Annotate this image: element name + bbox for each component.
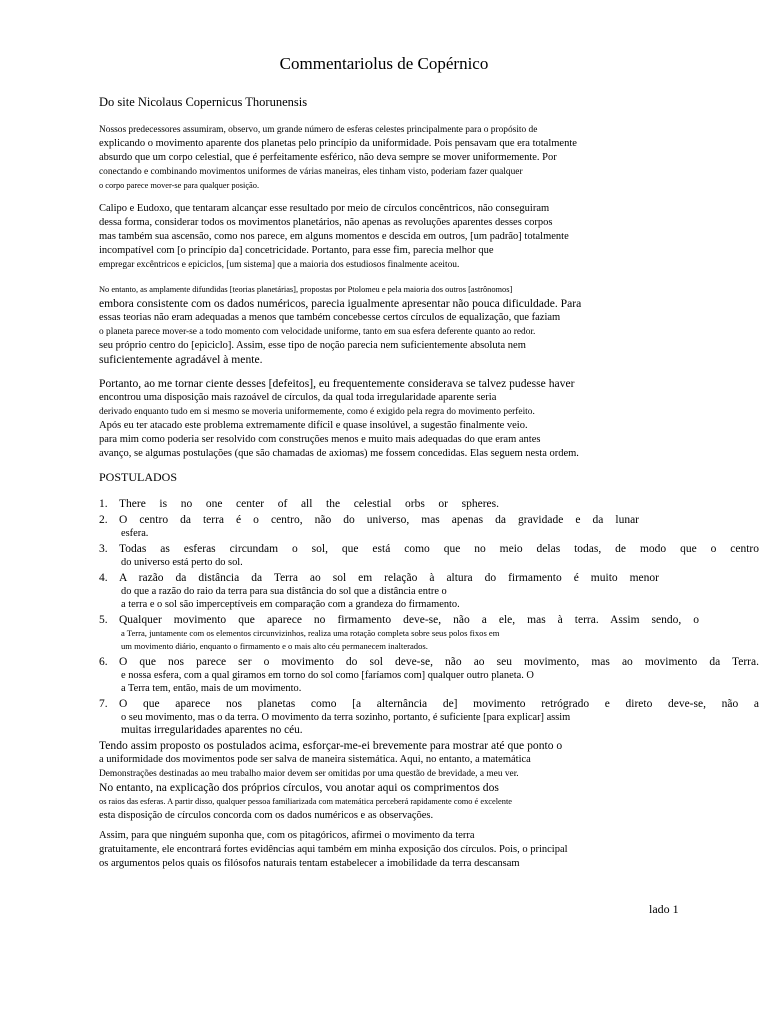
text-line: Portanto, ao me tornar ciente desses [defeitos], eu frequentemente considerava se talvez pudesse haver	[99, 377, 575, 390]
paragraph-1	[99, 123, 739, 193]
page-label: lado 1	[649, 902, 679, 916]
paragraph-2	[99, 202, 739, 272]
postulate-text: Qualquer movimento que aparece no firmamento deve-se, não a ele, mas à terra. Assim sendo, o	[119, 614, 699, 626]
paragraph-3	[99, 283, 739, 367]
text-line: Demonstrações destinadas ao meu trabalho maior devem ser omitidas por uma questão de brevidade, a meu ver.	[99, 769, 519, 779]
text-line: mas também sua ascensão, como nos parece, em alguns momentos e descida em outros, [um padrão] totalmente	[99, 231, 569, 242]
postulate-number: 3.	[99, 543, 108, 555]
text-line: Tendo assim proposto os postulados acima, esforçar-me-ei brevemente para mostrar até que ponto o	[99, 739, 563, 752]
text-line: o corpo parece mover-se para qualquer posição.	[99, 181, 260, 190]
postulate-continuation: muitas irregularidades aparentes no céu.	[121, 724, 303, 736]
text-line: Após eu ter atacado este problema extremamente difícil e quase insolúvel, a sugestão finalmente veio.	[99, 420, 528, 431]
text-line: dessa forma, considerar todos os movimentos planetários, não apenas as revoluções aparentes desses corpos	[99, 217, 553, 228]
paragraph-6	[99, 829, 739, 871]
postulate-continuation: esfera.	[121, 528, 149, 539]
postulate-continuation: o seu movimento, mas o da terra. O movimento da terra sozinho, portanto, é suficiente [para explicar] assim	[121, 712, 571, 723]
postulate-text: A razão da distância da Terra ao sol em relação à altura do firmamento é muito menor	[119, 572, 659, 584]
text-line: Calipo e Eudoxo, que tentaram alcançar esse resultado por meio de círculos concêntricos, não conseguiram	[99, 203, 550, 214]
postulate-number: 6.	[99, 656, 108, 668]
postulate-item	[99, 655, 759, 695]
text-line: empregar excêntricos e epiciclos, [um sistema] que a maioria dos estudiosos finalmente aceitou.	[99, 260, 460, 270]
text-line: Assim, para que ninguém suponha que, com os pitagóricos, afirmei o movimento da terra	[99, 830, 475, 841]
postulate-number: 7.	[99, 698, 108, 710]
text-line: absurdo que um corpo celestial, que é perfeitamente esférico, não deva sempre se mover uniformemente. Por	[99, 152, 557, 163]
text-line: para mim como poderia ser resolvido com construções menos e muito mais adequadas do que eram antes	[99, 434, 541, 445]
text-line: seu próprio centro do [epiciclo]. Assim, esse tipo de noção parecia nem suficientemente absoluta nem	[99, 340, 526, 351]
text-line: essas teorias não eram adequadas a menos que também concebesse certos círculos de equalização, que faziam	[99, 312, 561, 323]
postulate-item	[99, 571, 759, 611]
text-line: os argumentos pelos quais os filósofos naturais tentam estabelecer a imobilidade da terra descansam	[99, 858, 520, 869]
postulate-continuation: e nossa esfera, com a qual giramos em torno do sol como [faríamos com] qualquer outro planeta. O	[121, 670, 534, 681]
text-line: encontrou uma disposição mais razoável de círculos, da qual toda irregularidade aparente seria	[99, 392, 497, 403]
postulate-continuation: do universo está perto do sol.	[121, 557, 243, 568]
postulate-item	[99, 613, 759, 653]
postulate-number: 2.	[99, 514, 108, 526]
text-line: o planeta parece mover-se a todo momento com velocidade uniforme, tanto em sua esfera deferente quanto ao redor.	[99, 327, 536, 337]
source-line: Do site Nicolaus Copernicus Thorunensis	[99, 95, 308, 109]
postulates-list	[99, 497, 759, 739]
text-line: a uniformidade dos movimentos pode ser salva de maneira sistemática. Aqui, no entanto, a matemática	[99, 754, 531, 765]
text-line: explicando o movimento aparente dos planetas pelo princípio da uniformidade. Pois pensavam que era totalmente	[99, 138, 577, 149]
text-line: conectando e combinando movimentos uniformes de várias maneiras, eles tinham visto, poderiam fazer qualquer	[99, 167, 523, 177]
postulate-continuation: a Terra, juntamente com os elementos circunvizinhos, realiza uma rotação completa sobre seus polos fixos em	[121, 628, 500, 638]
postulate-number: 4.	[99, 572, 108, 584]
text-line: No entanto, na explicação dos próprios círculos, vou anotar aqui os comprimentos dos	[99, 781, 499, 794]
text-line: derivado enquanto tudo em si mesmo se moveria uniformemente, como é exigido pela regra do movimento perfeito.	[99, 407, 535, 417]
paragraph-4	[99, 377, 739, 461]
text-line: os raios das esferas. A partir disso, qualquer pessoa familiarizada com matemática perceberá rapidamente como é excelente	[99, 797, 512, 806]
postulate-continuation: a Terra tem, então, mais de um movimento.	[121, 683, 302, 694]
postulados-heading: POSTULADOS	[99, 470, 178, 484]
text-line: gratuitamente, ele encontrará fortes evidências aqui também em minha exposição dos círculos. Pois, o principal	[99, 844, 568, 855]
postulate-text: There is no one center of all the celestial orbs or spheres.	[119, 498, 499, 510]
postulate-continuation: a terra e o sol são imperceptíveis em comparação com a grandeza do firmamento.	[121, 599, 460, 610]
postulate-text: O centro da terra é o centro, não do universo, mas apenas da gravidade e da lunar	[119, 514, 639, 526]
text-line: esta disposição de círculos concorda com os dados numéricos e as observações.	[99, 810, 434, 821]
postulate-continuation: do que a razão do raio da terra para sua distância do sol que a distância entre o	[121, 586, 447, 597]
text-line: avanço, se algumas postulações (que são chamadas de axiomas) me fossem concedidas. Elas seguem nesta ordem.	[99, 448, 579, 459]
postulate-item	[99, 497, 759, 511]
postulate-text: O que nos parece ser o movimento do sol deve-se, não ao seu movimento, mas ao movimento da Terra.	[119, 656, 759, 668]
postulate-continuation: um movimento diário, enquanto o firmamento e o mais alto céu permanecem inalterados.	[121, 641, 428, 651]
text-line: Nossos predecessores assumiram, observo, um grande número de esferas celestes principalmente para o propósito de	[99, 125, 538, 135]
text-line: incompatível com [o princípio da] concetricidade. Portanto, para esse fim, parecia melhor que	[99, 245, 494, 256]
postulate-item	[99, 697, 759, 737]
text-line: No entanto, as amplamente difundidas [teorias planetárias], propostas por Ptolomeu e pela maioria dos outros [astrônomos]	[99, 285, 513, 294]
text-line: suficientemente agradável à mente.	[99, 353, 263, 366]
paragraph-5	[99, 739, 739, 823]
postulate-item	[99, 513, 759, 540]
postulate-text: Todas as esferas circundam o sol, que está como que no meio delas todas, de modo que o centro	[119, 543, 759, 555]
document-title: Commentariolus de Copérnico	[279, 54, 489, 73]
postulate-number: 5.	[99, 614, 108, 626]
postulate-text: O que aparece nos planetas como [a alternância de] movimento retrógrado e direto deve-se, não a	[119, 698, 759, 710]
postulate-number: 1.	[99, 498, 108, 510]
postulate-item	[99, 542, 759, 569]
text-line: embora consistente com os dados numéricos, parecia igualmente apresentar não pouca dificuldade. Para	[99, 297, 582, 310]
